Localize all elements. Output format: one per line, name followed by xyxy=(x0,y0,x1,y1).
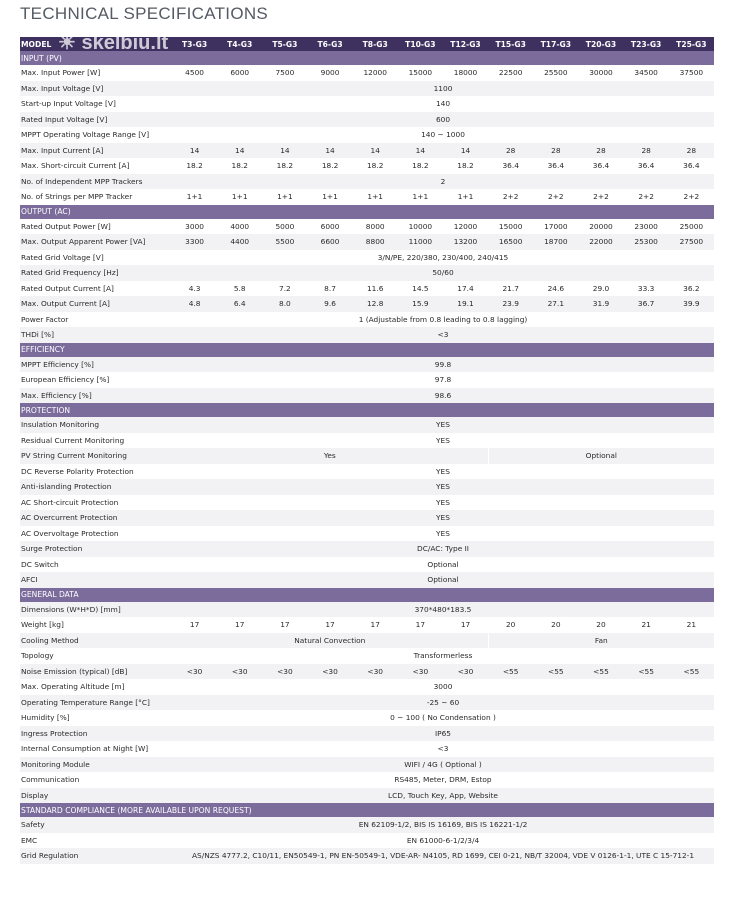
spec-label: Rated Input Voltage [V] xyxy=(20,112,172,128)
spec-value: Natural Convection xyxy=(172,633,488,649)
model-name: T25-G3 xyxy=(669,37,714,51)
spec-value: 18.2 xyxy=(217,158,262,174)
spec-value: 36.4 xyxy=(578,158,623,174)
spec-value: 4.8 xyxy=(172,296,217,312)
spec-label: Safety xyxy=(20,817,172,833)
spec-value: -25 ~ 60 xyxy=(172,695,714,711)
spec-value: 14 xyxy=(172,143,217,159)
spec-label: PV String Current Monitoring xyxy=(20,448,172,464)
spec-value: 99.8 xyxy=(172,357,714,373)
spec-value: 4500 xyxy=(172,65,217,81)
spec-row xyxy=(20,417,714,433)
spec-value: 7500 xyxy=(262,65,307,81)
spec-value: 5.8 xyxy=(217,281,262,297)
spec-value: 1 (Adjustable from 0.8 leading to 0.8 lagging) xyxy=(172,312,714,328)
spec-row xyxy=(20,679,714,695)
spec-value: 31.9 xyxy=(578,296,623,312)
spec-row xyxy=(20,357,714,373)
spec-value: 20000 xyxy=(578,219,623,235)
spec-row xyxy=(20,848,714,864)
spec-value: 2+2 xyxy=(488,189,533,205)
spec-row xyxy=(20,526,714,542)
spec-value: 10000 xyxy=(398,219,443,235)
spec-value: 24.6 xyxy=(533,281,578,297)
model-name: T12-G3 xyxy=(443,37,488,51)
spec-table xyxy=(20,37,714,864)
spec-value: 8.0 xyxy=(262,296,307,312)
model-header-row xyxy=(20,37,714,51)
spec-value: <55 xyxy=(533,664,578,680)
spec-label: AC Overvoltage Protection xyxy=(20,526,172,542)
spec-value: 5500 xyxy=(262,234,307,250)
spec-row xyxy=(20,189,714,205)
spec-row xyxy=(20,788,714,804)
spec-label: Start-up Input Voltage [V] xyxy=(20,96,172,112)
spec-value: AS/NZS 4777.2, C10/11, EN50549-1, PN EN-50549-1, VDE-AR- N4105, RD 1699, CEI 0-21, NB/T 32004, VDE V 0126-1-1, UTE C 15-712-1 xyxy=(172,848,714,864)
spec-row xyxy=(20,448,714,464)
spec-row xyxy=(20,664,714,680)
spec-value: 17 xyxy=(398,617,443,633)
spec-value: 6600 xyxy=(307,234,352,250)
spec-row xyxy=(20,817,714,833)
section-title: PROTECTION xyxy=(20,403,714,417)
spec-row xyxy=(20,65,714,81)
spec-value: LCD, Touch Key, App, Website xyxy=(172,788,714,804)
spec-label: No. of Independent MPP Trackers xyxy=(20,174,172,190)
spec-value: 21 xyxy=(669,617,714,633)
spec-value: 19.1 xyxy=(443,296,488,312)
model-name: T10-G3 xyxy=(398,37,443,51)
spec-value: <55 xyxy=(624,664,669,680)
spec-value: 4.3 xyxy=(172,281,217,297)
spec-value: 14.5 xyxy=(398,281,443,297)
spec-value: 50/60 xyxy=(172,265,714,281)
spec-value: YES xyxy=(172,510,714,526)
spec-row xyxy=(20,648,714,664)
spec-value: 18.2 xyxy=(262,158,307,174)
spec-row xyxy=(20,510,714,526)
spec-row xyxy=(20,710,714,726)
spec-value: 6000 xyxy=(217,65,262,81)
spec-value: <30 xyxy=(217,664,262,680)
spec-value: 17 xyxy=(443,617,488,633)
spec-label: Surge Protection xyxy=(20,541,172,557)
spec-row xyxy=(20,281,714,297)
spec-value: 12000 xyxy=(353,65,398,81)
spec-value: 6.4 xyxy=(217,296,262,312)
spec-row xyxy=(20,495,714,511)
spec-value: 20 xyxy=(533,617,578,633)
spec-row xyxy=(20,602,714,618)
spec-label: Ingress Protection xyxy=(20,726,172,742)
spec-label: Communication xyxy=(20,772,172,788)
spec-value: <30 xyxy=(353,664,398,680)
spec-row xyxy=(20,96,714,112)
spec-value: 2+2 xyxy=(578,189,623,205)
spec-value: 13200 xyxy=(443,234,488,250)
spec-label: Max. Output Current [A] xyxy=(20,296,172,312)
spec-row xyxy=(20,572,714,588)
spec-row xyxy=(20,143,714,159)
spec-value: 28 xyxy=(669,143,714,159)
spec-value: 39.9 xyxy=(669,296,714,312)
spec-value: 98.6 xyxy=(172,388,714,404)
spec-value: EN 62109-1/2, BIS IS 16169, BIS IS 16221-1/2 xyxy=(172,817,714,833)
spec-row xyxy=(20,695,714,711)
spec-value: 33.3 xyxy=(624,281,669,297)
spec-row xyxy=(20,741,714,757)
spec-label: Max. Input Current [A] xyxy=(20,143,172,159)
spec-row xyxy=(20,772,714,788)
spec-label: Max. Short-circuit Current [A] xyxy=(20,158,172,174)
spec-row xyxy=(20,726,714,742)
spec-value: 17000 xyxy=(533,219,578,235)
spec-row xyxy=(20,464,714,480)
spec-table-body xyxy=(20,37,714,864)
spec-value: 18.2 xyxy=(398,158,443,174)
spec-value: YES xyxy=(172,433,714,449)
spec-value: 15.9 xyxy=(398,296,443,312)
spec-value: 23000 xyxy=(624,219,669,235)
spec-row xyxy=(20,219,714,235)
spec-value: Optional xyxy=(172,572,714,588)
section-header-row xyxy=(20,343,714,357)
spec-label: Max. Output Apparent Power [VA] xyxy=(20,234,172,250)
spec-value: 3000 xyxy=(172,679,714,695)
spec-value: 14 xyxy=(398,143,443,159)
spec-value: YES xyxy=(172,526,714,542)
spec-label: DC Switch xyxy=(20,557,172,573)
spec-value: 14 xyxy=(353,143,398,159)
spec-value: 0 ~ 100 ( No Condensation ) xyxy=(172,710,714,726)
spec-value: 14 xyxy=(217,143,262,159)
spec-value: 140 ~ 1000 xyxy=(172,127,714,143)
spec-value: 36.7 xyxy=(624,296,669,312)
spec-value: 8.7 xyxy=(307,281,352,297)
spec-label: Rated Output Power [W] xyxy=(20,219,172,235)
spec-value: <3 xyxy=(172,327,714,343)
spec-value: 97.8 xyxy=(172,372,714,388)
spec-row xyxy=(20,250,714,266)
spec-label: Operating Temperature Range [°C] xyxy=(20,695,172,711)
model-name: T4-G3 xyxy=(217,37,262,51)
spec-value: 18.2 xyxy=(443,158,488,174)
spec-label: Rated Grid Voltage [V] xyxy=(20,250,172,266)
spec-value: Optional xyxy=(172,557,714,573)
spec-label: Max. Input Voltage [V] xyxy=(20,81,172,97)
spec-label: Noise Emission (typical) [dB] xyxy=(20,664,172,680)
spec-value: <3 xyxy=(172,741,714,757)
spec-label: Internal Consumption at Night [W] xyxy=(20,741,172,757)
spec-label: Humidity [%] xyxy=(20,710,172,726)
spec-label: Power Factor xyxy=(20,312,172,328)
spec-label: AC Short-circuit Protection xyxy=(20,495,172,511)
spec-value: 34500 xyxy=(624,65,669,81)
spec-value: 1+1 xyxy=(443,189,488,205)
spec-value: 27500 xyxy=(669,234,714,250)
spec-value: Fan xyxy=(488,633,714,649)
spec-label: Weight [kg] xyxy=(20,617,172,633)
spec-label: THDi [%] xyxy=(20,327,172,343)
spec-value: 2+2 xyxy=(533,189,578,205)
spec-value: 21 xyxy=(624,617,669,633)
spec-value: 37500 xyxy=(669,65,714,81)
spec-value: 2+2 xyxy=(624,189,669,205)
spec-label: Max. Efficiency [%] xyxy=(20,388,172,404)
spec-value: 18.2 xyxy=(172,158,217,174)
spec-value: DC/AC: Type II xyxy=(172,541,714,557)
spec-value: <30 xyxy=(262,664,307,680)
spec-row xyxy=(20,557,714,573)
spec-value: IP65 xyxy=(172,726,714,742)
spec-label: Display xyxy=(20,788,172,804)
spec-value: 36.4 xyxy=(533,158,578,174)
section-title: EFFICIENCY xyxy=(20,343,714,357)
spec-label: DC Reverse Polarity Protection xyxy=(20,464,172,480)
spec-value: 14 xyxy=(443,143,488,159)
spec-value: <30 xyxy=(307,664,352,680)
model-name: T3-G3 xyxy=(172,37,217,51)
spec-value: 17 xyxy=(307,617,352,633)
spec-value: 9000 xyxy=(307,65,352,81)
spec-value: 36.4 xyxy=(669,158,714,174)
spec-value: 18.2 xyxy=(353,158,398,174)
spec-value: 36.4 xyxy=(488,158,533,174)
spec-value: 20 xyxy=(578,617,623,633)
spec-label: AFCI xyxy=(20,572,172,588)
spec-value: 28 xyxy=(624,143,669,159)
spec-value: 6000 xyxy=(307,219,352,235)
spec-value: 25500 xyxy=(533,65,578,81)
spec-value: <30 xyxy=(443,664,488,680)
spec-value: 5000 xyxy=(262,219,307,235)
spec-value: <30 xyxy=(398,664,443,680)
spec-value: 17 xyxy=(172,617,217,633)
spec-value: 29.0 xyxy=(578,281,623,297)
spec-value: 27.1 xyxy=(533,296,578,312)
spec-row xyxy=(20,234,714,250)
spec-label: Grid Regulation xyxy=(20,848,172,864)
spec-value: <30 xyxy=(172,664,217,680)
model-name: T5-G3 xyxy=(262,37,307,51)
spec-value: YES xyxy=(172,495,714,511)
spec-value: 600 xyxy=(172,112,714,128)
spec-value: YES xyxy=(172,417,714,433)
spec-value: RS485, Meter, DRM, Estop xyxy=(172,772,714,788)
spec-label: MPPT Efficiency [%] xyxy=(20,357,172,373)
model-name: T8-G3 xyxy=(353,37,398,51)
spec-value: 1+1 xyxy=(353,189,398,205)
spec-value: 15000 xyxy=(488,219,533,235)
spec-label: No. of Strings per MPP Tracker xyxy=(20,189,172,205)
spec-label: Max. Input Power [W] xyxy=(20,65,172,81)
spec-row xyxy=(20,112,714,128)
spec-label: AC Overcurrent Protection xyxy=(20,510,172,526)
section-header-row xyxy=(20,205,714,219)
spec-value: 11.6 xyxy=(353,281,398,297)
spec-label: Monitoring Module xyxy=(20,757,172,773)
section-title: INPUT (PV) xyxy=(20,51,714,65)
spec-label: Rated Grid Frequency [Hz] xyxy=(20,265,172,281)
spec-value: 2 xyxy=(172,174,714,190)
spec-value: 28 xyxy=(578,143,623,159)
spec-label: Cooling Method xyxy=(20,633,172,649)
spec-label: MPPT Operating Voltage Range [V] xyxy=(20,127,172,143)
spec-value: 3000 xyxy=(172,219,217,235)
model-name: T15-G3 xyxy=(488,37,533,51)
spec-value: 1+1 xyxy=(262,189,307,205)
spec-value: 1+1 xyxy=(172,189,217,205)
spec-value: 16500 xyxy=(488,234,533,250)
model-name: T6-G3 xyxy=(307,37,352,51)
spec-label: Insulation Monitoring xyxy=(20,417,172,433)
spec-row xyxy=(20,633,714,649)
section-header-row xyxy=(20,51,714,65)
spec-label: Dimensions (W*H*D) [mm] xyxy=(20,602,172,618)
section-header-row xyxy=(20,588,714,602)
spec-row xyxy=(20,617,714,633)
spec-value: YES xyxy=(172,479,714,495)
spec-row xyxy=(20,433,714,449)
spec-value: 1+1 xyxy=(398,189,443,205)
spec-row xyxy=(20,833,714,849)
spec-value: 28 xyxy=(533,143,578,159)
spec-row xyxy=(20,541,714,557)
section-title: GENERAL DATA xyxy=(20,588,714,602)
spec-value: 25300 xyxy=(624,234,669,250)
spec-value: 14 xyxy=(307,143,352,159)
spec-value: 22000 xyxy=(578,234,623,250)
spec-label: Rated Output Current [A] xyxy=(20,281,172,297)
spec-value: <55 xyxy=(669,664,714,680)
spec-value: Transformerless xyxy=(172,648,714,664)
spec-value: 1+1 xyxy=(307,189,352,205)
spec-value: 9.6 xyxy=(307,296,352,312)
spec-value: 11000 xyxy=(398,234,443,250)
spec-value: 21.7 xyxy=(488,281,533,297)
spec-row xyxy=(20,158,714,174)
spec-value: 18.2 xyxy=(307,158,352,174)
spec-value: 3300 xyxy=(172,234,217,250)
model-name: T23-G3 xyxy=(624,37,669,51)
spec-value: <55 xyxy=(488,664,533,680)
spec-value: 28 xyxy=(488,143,533,159)
spec-value: 3/N/PE, 220/380, 230/400, 240/415 xyxy=(172,250,714,266)
spec-value: 4400 xyxy=(217,234,262,250)
spec-value: 17 xyxy=(353,617,398,633)
spec-value: 1+1 xyxy=(217,189,262,205)
spec-label: Residual Current Monitoring xyxy=(20,433,172,449)
spec-row xyxy=(20,757,714,773)
spec-value: 22500 xyxy=(488,65,533,81)
spec-row xyxy=(20,312,714,328)
spec-value: 14 xyxy=(262,143,307,159)
spec-label: European Efficiency [%] xyxy=(20,372,172,388)
spec-row xyxy=(20,479,714,495)
spec-value: Optional xyxy=(488,448,714,464)
spec-value: 12000 xyxy=(443,219,488,235)
spec-value: 18700 xyxy=(533,234,578,250)
section-title: STANDARD COMPLIANCE (MORE AVAILABLE UPON REQUEST) xyxy=(20,803,714,817)
spec-value: WIFI / 4G ( Optional ) xyxy=(172,757,714,773)
spec-value: 1100 xyxy=(172,81,714,97)
spec-label: EMC xyxy=(20,833,172,849)
spec-value: 30000 xyxy=(578,65,623,81)
spec-value: 15000 xyxy=(398,65,443,81)
section-header-row xyxy=(20,803,714,817)
spec-value: 17 xyxy=(217,617,262,633)
spec-value: 140 xyxy=(172,96,714,112)
spec-row xyxy=(20,174,714,190)
spec-value: 23.9 xyxy=(488,296,533,312)
spec-value: 2+2 xyxy=(669,189,714,205)
spec-value: 36.4 xyxy=(624,158,669,174)
spec-value: 18000 xyxy=(443,65,488,81)
section-header-row xyxy=(20,403,714,417)
model-name: T20-G3 xyxy=(578,37,623,51)
watermark-logo: ☀ skelbiu.lt xyxy=(58,32,169,54)
spec-value: 20 xyxy=(488,617,533,633)
spec-value: 12.8 xyxy=(353,296,398,312)
spec-value: YES xyxy=(172,464,714,480)
model-name: T17-G3 xyxy=(533,37,578,51)
spec-value: 36.2 xyxy=(669,281,714,297)
spec-value: 4000 xyxy=(217,219,262,235)
spec-value: EN 61000-6-1/2/3/4 xyxy=(172,833,714,849)
spec-row xyxy=(20,296,714,312)
spec-value: 17 xyxy=(262,617,307,633)
spec-value: 8800 xyxy=(353,234,398,250)
spec-value: 8000 xyxy=(353,219,398,235)
spec-value: 7.2 xyxy=(262,281,307,297)
spec-row xyxy=(20,127,714,143)
page-title: TECHNICAL SPECIFICATIONS xyxy=(20,4,269,23)
spec-value: 370*480*183.5 xyxy=(172,602,714,618)
spec-label: Topology xyxy=(20,648,172,664)
spec-value: 17.4 xyxy=(443,281,488,297)
section-title: OUTPUT (AC) xyxy=(20,205,714,219)
spec-row xyxy=(20,327,714,343)
spec-value: <55 xyxy=(578,664,623,680)
spec-label: Max. Operating Altitude [m] xyxy=(20,679,172,695)
spec-row xyxy=(20,372,714,388)
spec-row xyxy=(20,388,714,404)
spec-value: 25000 xyxy=(669,219,714,235)
model-header-label: MODEL xyxy=(20,37,172,51)
spec-value: Yes xyxy=(172,448,488,464)
spec-row xyxy=(20,81,714,97)
spec-row xyxy=(20,265,714,281)
spec-label: Anti-islanding Protection xyxy=(20,479,172,495)
